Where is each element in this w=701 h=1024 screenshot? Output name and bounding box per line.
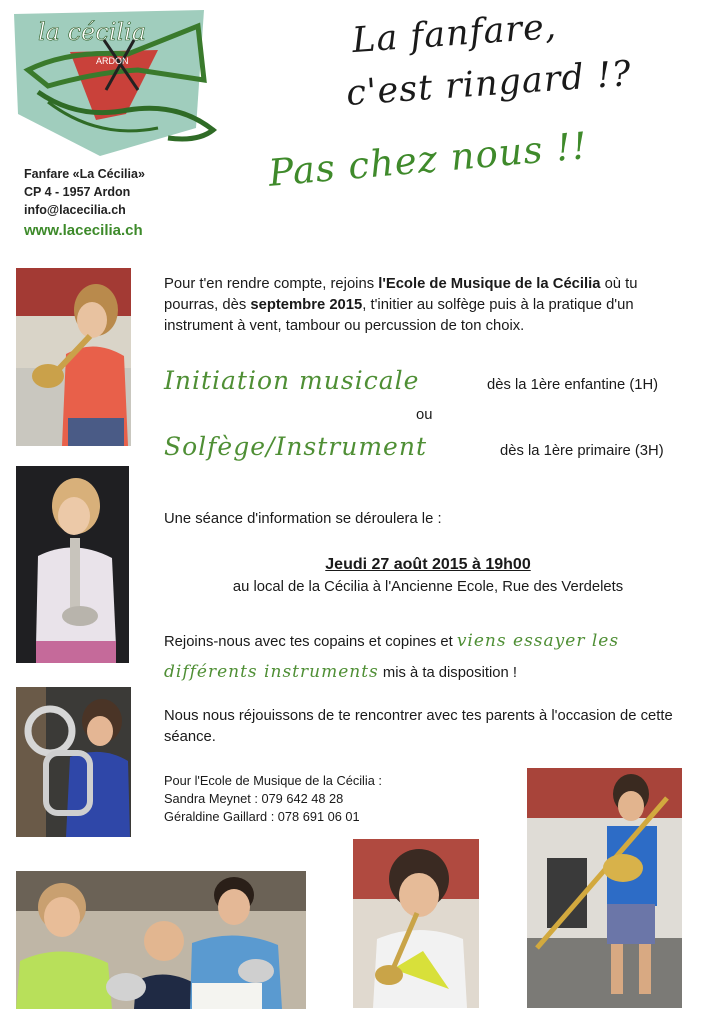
start-date: septembre 2015 (250, 297, 363, 313)
session-date: Jeudi 27 août 2015 à 19h00 (325, 556, 531, 573)
contact-address: CP 4 - 1957 Ardon (24, 185, 131, 199)
headline-line1: La fanfare, (350, 6, 559, 62)
photo-boy-trombone (527, 768, 682, 1008)
signature-line1: Pour l'Ecole de Musique de la Cécilia : (164, 773, 382, 788)
offer-initiation-title: Initiation musicale (164, 366, 420, 395)
photo-girl-euphonium (16, 687, 131, 837)
school-name: l'Ecole de Musique de la Cécilia (378, 276, 601, 292)
contact-email[interactable]: info@lacecilia.ch (24, 203, 126, 217)
offer-initiation-detail: dès la 1ère enfantine (1H) (487, 377, 659, 393)
offer-solfege-title: Solfège/Instrument (164, 432, 427, 461)
headline-line2: c'est ringard !? (344, 54, 633, 114)
session-place: au local de la Cécilia à l'Ancienne Ecole, Rue des Verdelets (232, 579, 624, 595)
contact-name: Fanfare «La Cécilia» (24, 167, 145, 181)
cecilia-logo (8, 10, 220, 156)
headline-line3: Pas chez nous !! (266, 124, 590, 195)
logo-name: la cécilia (38, 18, 147, 46)
photo-girl-trumpet-white (16, 466, 129, 663)
invite-highlight: viens essayer les différents instruments (164, 631, 620, 682)
photo-boys-group (16, 871, 306, 1009)
photo-girl-trumpet-orange (16, 268, 131, 446)
logo-place: ARDON (96, 56, 129, 66)
offer-or: ou (416, 407, 433, 423)
signature-line2: Sandra Meynet : 079 642 48 28 (164, 791, 344, 806)
photo-boy-trumpet-tank (353, 839, 479, 1008)
offer-solfege-detail: dès la 1ère primaire (3H) (500, 443, 664, 459)
session-intro: Une séance d'information se déroulera le : (164, 511, 442, 527)
invite-paragraph: Rejoins-nous avec tes copains et copines et viens essayer les différents instruments mis à ta disposition ! (164, 631, 620, 682)
contact-website[interactable]: www.lacecilia.ch (24, 222, 143, 239)
intro-paragraph: Pour t'en rendre compte, rejoins l'Ecole de Musique de la Cécilia où tu pourras, dès septembre 2015, t'initier au solfège puis à la pratique d'un instrument à vent, tambour ou percussion de ton choix. (164, 276, 638, 334)
closing-paragraph: Nous nous réjouissons de te rencontrer avec tes parents à l'occasion de cette séance. (164, 708, 673, 745)
signature-line3: Géraldine Gaillard : 078 691 06 01 (164, 809, 360, 824)
